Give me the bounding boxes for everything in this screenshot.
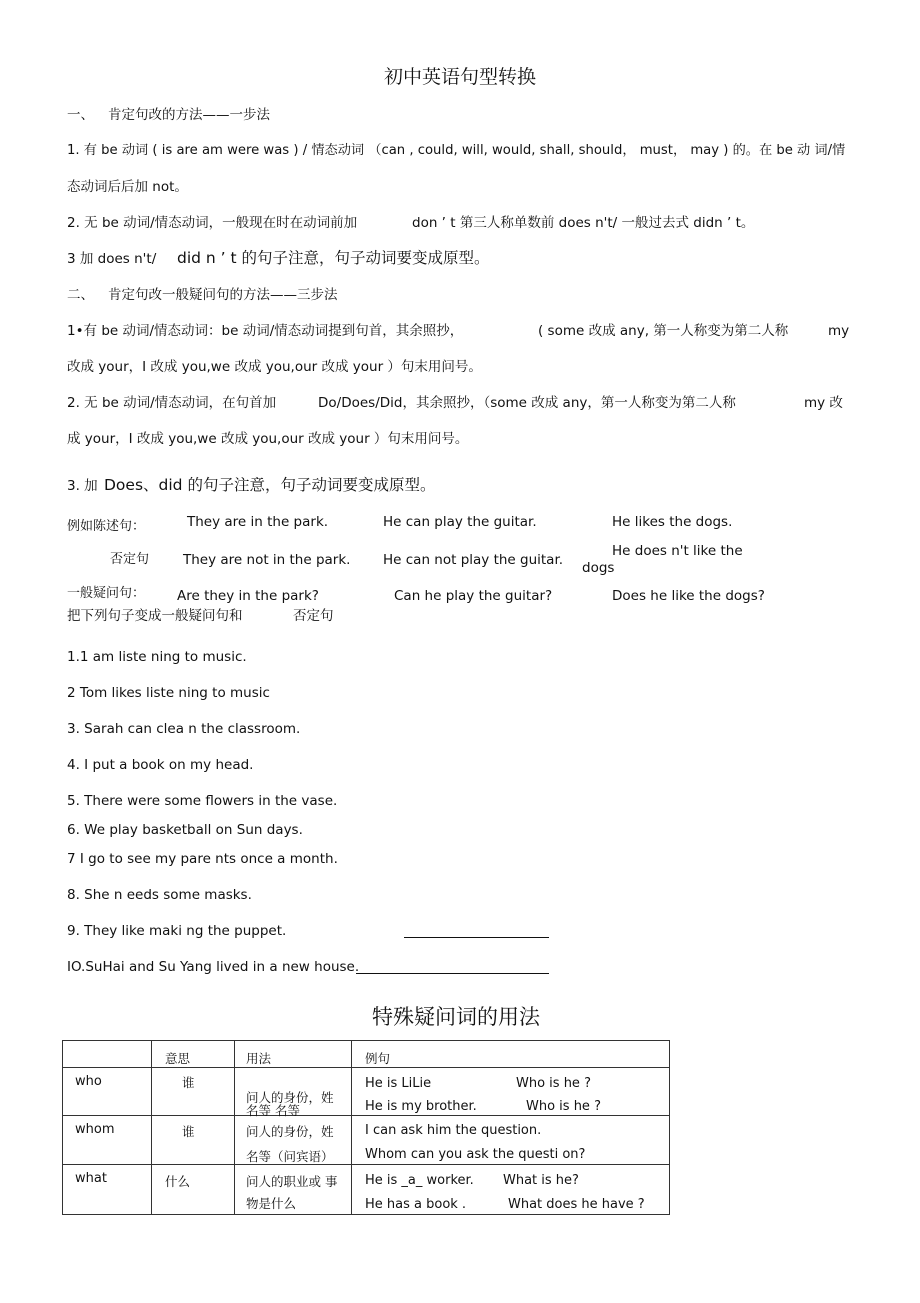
section2-rule1-line2: 改成 your，I 改成 you,we 改成 you,our 改成 your ）句末用问号。 (67, 359, 482, 375)
row-example-2b: Who is he ? (526, 1099, 601, 1114)
row-usage-line2: 物是什么 (246, 1196, 297, 1211)
table-row (63, 1116, 670, 1165)
example-statement-2: He can play the guitar. (383, 514, 537, 530)
exercise-instruction-part2: 否定句 (293, 608, 334, 624)
row-meaning: 谁 (182, 1124, 195, 1139)
exercise-item-6: 6. We play basketball on Sun days. (67, 822, 303, 838)
exercise-item-4: 4. I put a book on my head. (67, 757, 254, 773)
example-question-2: Can he play the guitar? (394, 588, 553, 604)
row-meaning: 什么 (165, 1174, 191, 1189)
row-usage-line2: 名等（问宾语） (246, 1149, 334, 1164)
example-negative-1: They are not in the park. (183, 552, 351, 568)
exercise-item-1: 1.1 am liste ning to music. (67, 649, 247, 665)
row-word: what (75, 1171, 107, 1186)
header-example: 例句 (365, 1051, 391, 1066)
table-title: 特殊疑问词的用法 (372, 1005, 540, 1029)
example-statement-1: They are in the park. (187, 514, 329, 530)
row-example-2a: He has a book . (365, 1197, 467, 1212)
answer-blank-10[interactable] (356, 973, 549, 974)
section1-rule1-line1: 1. 有 be 动词 ( is are am were was ) / 情态动词 （can , could, will, would, shall, should， must， may ) 的。在 be 动 词/情 (67, 143, 846, 158)
row-meaning: 谁 (182, 1075, 195, 1090)
row-example-2b: What does he have ? (508, 1197, 645, 1212)
section1-rule3-part1: 3 加 does n't/ (67, 251, 157, 267)
row-word: whom (75, 1122, 115, 1137)
example-negative-2: He can not play the guitar. (383, 552, 564, 568)
exercise-item-7: 7 I go to see my pare nts once a month. (67, 851, 338, 867)
example-question-label: 一般疑问句： (67, 586, 146, 601)
section1-rule3-part2: did n ’ t 的句子注意，句子动词要变成原型。 (177, 249, 490, 267)
exercise-item-8: 8. She n eeds some masks. (67, 887, 252, 903)
example-statement-3: He likes the dogs. (612, 514, 733, 530)
row-example-1b: Who is he ? (516, 1076, 591, 1091)
header-meaning: 意思 (165, 1051, 191, 1066)
exercise-instruction-part1: 把下列句子变成一般疑问句和 (67, 608, 243, 624)
table-header-row (63, 1041, 670, 1068)
section1-rule2-part2: don ’ t 第三人称单数前 does n't/ 一般过去式 didn ’ t。 (412, 215, 755, 231)
exercise-item-10: IO.SuHai and Su Yang lived in a new house. (67, 959, 360, 975)
section2-rule2-part3: my 改 (804, 395, 843, 411)
row-word: who (75, 1074, 102, 1089)
row-example-1a: I can ask him the question. (365, 1123, 542, 1138)
section2-rule2-part1: 2. 无 be 动词/情态动词，在句首加 (67, 395, 277, 411)
example-statement-label: 例如陈述句： (67, 519, 146, 534)
exercise-item-9: 9. They like maki ng the puppet. (67, 923, 287, 939)
row-example-1a: He is LiLie (365, 1076, 432, 1091)
example-negative-3-line2: dogs (582, 560, 615, 576)
header-usage: 用法 (246, 1051, 272, 1066)
exercise-item-2: 2 Tom likes liste ning to music (67, 685, 270, 701)
section1-rule1-line2: 态动词后后加 not。 (67, 179, 188, 195)
table-row (63, 1068, 670, 1116)
row-example-1b: What is he? (503, 1173, 579, 1188)
row-usage-line1: 问人的身份，姓 (246, 1090, 334, 1105)
exercise-item-5: 5. There were some flowers in the vase. (67, 793, 338, 809)
row-example-2a: He is my brother. (365, 1099, 477, 1114)
section2-rule3-part2: Does、did 的句子注意，句子动词要变成原型。 (104, 476, 436, 494)
section2-rule1-part2: ( some 改成 any, 第一人称变为第二人称 (538, 323, 789, 339)
row-example-2a: Whom can you ask the questi on? (365, 1147, 586, 1162)
section1-heading: 肯定句改的方法——一步法 (108, 107, 270, 123)
example-question-3: Does he like the dogs? (612, 588, 765, 604)
section1-number: 一、 (67, 107, 94, 123)
example-question-1: Are they in the park? (177, 588, 319, 604)
section2-number: 二、 (67, 287, 94, 303)
table-row (63, 1165, 670, 1215)
question-word-table (62, 1040, 670, 1215)
section2-rule3-part1: 3. 加 (67, 478, 98, 494)
section2-rule2-part2: Do/Does/Did，其余照抄，（some 改成 any，第一人称变为第二人称 (318, 395, 736, 411)
row-usage-line2: 名等 名等 (246, 1103, 300, 1118)
section2-heading: 肯定句改一般疑问句的方法——三步法 (108, 287, 338, 303)
row-usage-line1: 问人的职业或 事 (246, 1174, 338, 1189)
example-negative-3-line1: He does n't like the (612, 543, 743, 559)
row-example-1a: He is _a_ worker. (365, 1173, 474, 1188)
example-negative-label: 否定句 (110, 552, 150, 567)
section2-rule1-part3: my (828, 323, 850, 339)
section1-rule2-part1: 2. 无 be 动词/情态动词，一般现在时在动词前加 (67, 215, 358, 231)
section2-rule2-line2: 成 your，I 改成 you,we 改成 you,our 改成 your ）句末用问号。 (67, 431, 469, 447)
section2-rule1-part1: 1•有 be 动词/情态动词：be 动词/情态动词提到句首，其余照抄， (67, 323, 464, 339)
answer-blank-9[interactable] (404, 937, 549, 938)
exercise-item-3: 3. Sarah can clea n the classroom. (67, 721, 301, 737)
page-title: 初中英语句型转换 (384, 66, 537, 88)
row-usage-line1: 问人的身份，姓 (246, 1124, 334, 1139)
